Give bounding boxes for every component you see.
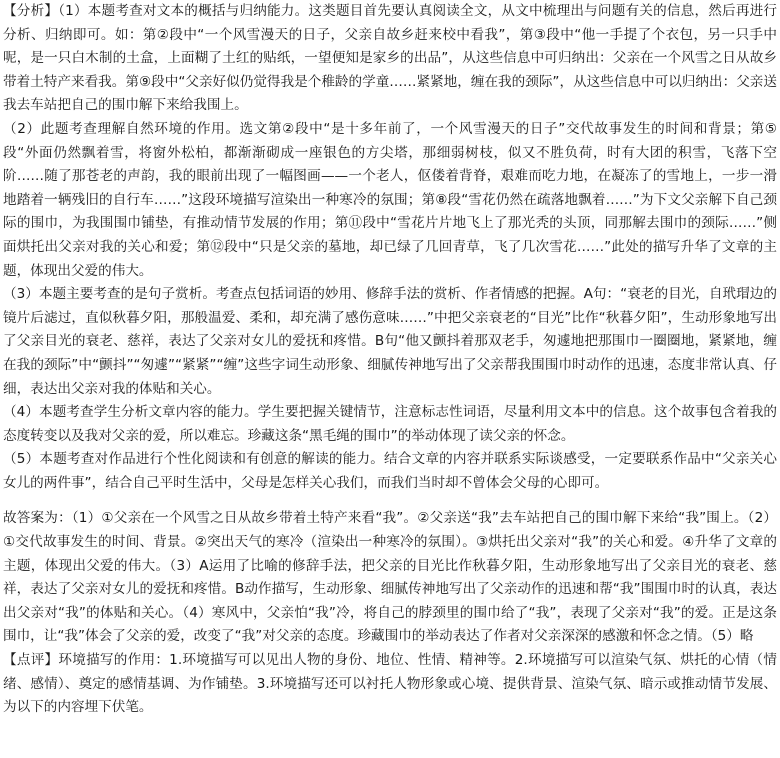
section-gap <box>3 495 777 507</box>
analysis-paragraph-1: 【分析】（1）本题考查对文本的概括与归纳能力。这类题目首先要认真阅读全文，从文中梳理出与问题有关的信息，然后再进行分析、归纳即可。如：第②段中“一个风雪漫天的日子，父亲自故乡赶来校中看我”，第③段中“他一手提了个衣包，另一只手中呢，是一只白木制的土盒，上面糊了土红的贴纸，一望便知是家乡的出品”，从这些信息中可归纳出：父亲在一个风雪之日从故乡带着土特产来看我。第⑨段中“父亲好似仍觉得我是个稚龄的学童……紧紧地，缠在我的颈际”，从这些信息中可以归纳出：父亲送我去车站把自己的围巾解下来给我围上。 <box>3 3 777 114</box>
analysis-paragraph-3: （3）本题主要考查的是句子赏析。考查点包括词语的妙用、修辞手法的赏析、作者情感的把握。A句：“衰老的目光，自玳瑁边的镜片后滤过，直似秋暮夕阳，那般温爱、柔和，却充满了感伤意味……”中把父亲衰老的“目光”比作“秋暮夕阳”，生动形象地写出了父亲目光的衰老、慈祥，表达了父亲对女儿的爱抚和疼惜。B句“他又颤抖着那双老手，匆遽地把那围巾一圈圈地，紧紧地，缠在我的颈际”中“颤抖”“匆遽”“紧紧”“缠”这些字词生动形象、细腻传神地写出了父亲帮我围围巾时动作的迅速，态度非常认真、仔细，表达出父亲对我的体贴和关心。 <box>3 286 777 397</box>
analysis-paragraph-2: （2）此题考查理解自然环境的作用。选文第②段中“是十多年前了，一个风雪漫天的日子”交代故事发生的时间和背景；第⑤段“外面仍然飘着雪，将窗外松柏，都渐渐砌成一座银色的方尖塔，那细弱树枝，似又不胜负荷，时有大团的积雪，飞落下空阶……随了那苍老的声韵，我的眼前出现了一幅图画——一个老人，伛偻着背脊，艰难而吃力地，在凝冻了的雪地上，一步一滑地踏着一辆残旧的自行车……”这段环境描写渲染出一种寒冷的氛围；第⑧段“雪花仍然在疏落地飘着……”为下文父亲解下自己颈际的围巾，为我围围巾铺垫，有推动情节发展的作用；第⑪段中“雪花片片地飞上了那光秃的头顶，同那解去围巾的颈际……”侧面烘托出父亲对我的关心和爱；第⑫段中“只是父亲的墓地，却已绿了几回青草，飞了几次雪花……”此处的描写升华了文章的主题，体现出父爱的伟大。 <box>3 120 777 279</box>
answer-paragraph: 故答案为：（1）①父亲在一个风雪之日从故乡带着土特产来看“我”。②父亲送“我”去车站把自己的围巾解下来给“我”围上。（2）①交代故事发生的时间、背景。②突出天气的寒冷（渲染出一种寒冷的氛围）。③烘托出父亲对“我”的关心和爱。④升华了文章的主题，体现出父爱的伟大。（3）A运用了比喻的修辞手法，把父亲的目光比作秋暮夕阳，生动形象地写出了父亲目光的衰老、慈祥，表达了父亲对女儿的爱抚和疼惜。B动作描写，生动形象、细腻传神地写出了父亲动作的迅速和帮“我”围围巾时的认真，表达出父亲对“我”的体贴和关心。（4）寒风中，父亲怕“我”冷，将自己的脖颈里的围巾给了“我”，表现了父亲对“我”的爱。正是这条围巾，让“我”体会了父亲的爱，改变了“我”对父亲的态度。珍藏围巾的举动表达了作者对父亲深深的感激和怀念之情。（5）略 <box>3 510 777 645</box>
comment-paragraph: 【点评】环境描写的作用：1.环境描写可以见出人物的身份、地位、性情、精神等。2.环境描写可以渲染气氛、烘托的心情（情绪、感情）、奠定的感情基调、为作铺垫。3.环境描写还可以衬托人物形象或心境、提供背景、渲染气氛、暗示或推动情节发展、为以下的内容埋下伏笔。 <box>3 652 777 716</box>
analysis-paragraph-5: （5）本题考查对作品进行个性化阅读和有创意的解读的能力。结合文章的内容并联系实际谈感受，一定要联系作品中“父亲关心女儿的两件事”，结合自己平时生活中，父母是怎样关心我们，而我们当时却不曾体会父母的心即可。 <box>3 451 777 491</box>
analysis-paragraph-4: （4）本题考查学生分析文章内容的能力。学生要把握关键情节，注意标志性词语，尽量利用文本中的信息。这个故事包含着我的态度转变以及我对父亲的爱，所以难忘。珍藏这条“黑毛绳的围巾”的举动体现了读父亲的怀念。 <box>3 404 777 444</box>
